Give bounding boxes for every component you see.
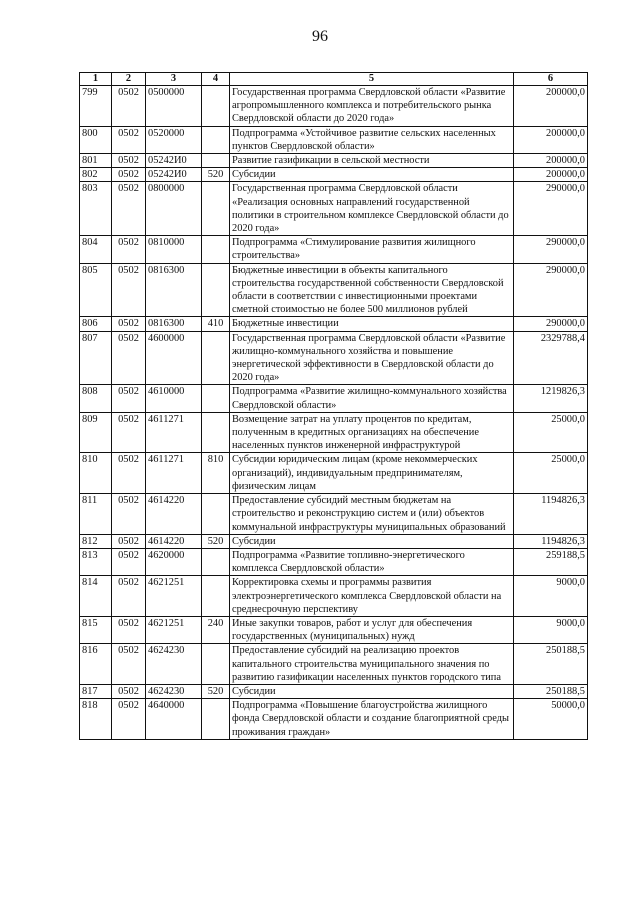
table-row: [80, 534, 588, 548]
target-code-cell: 4624230: [146, 644, 202, 685]
expense-type-cell: 240: [202, 616, 230, 643]
row-number-cell: 800: [80, 126, 112, 153]
table-row: [80, 576, 588, 617]
expense-type-cell: [202, 331, 230, 385]
table-row: [80, 317, 588, 331]
column-header: 6: [514, 73, 588, 86]
table-row: [80, 126, 588, 153]
amount-cell: 250188,5: [514, 684, 588, 698]
expense-type-cell: 520: [202, 534, 230, 548]
item-name-cell: Подпрограмма «Стимулирование развития жилищного строительства»: [230, 236, 514, 263]
row-number-cell: 810: [80, 453, 112, 494]
row-number-cell: 804: [80, 236, 112, 263]
expense-type-cell: [202, 644, 230, 685]
table-row: [80, 385, 588, 412]
amount-cell: 1219826,3: [514, 385, 588, 412]
target-code-cell: 4620000: [146, 548, 202, 575]
amount-cell: 290000,0: [514, 182, 588, 236]
table-row: [80, 684, 588, 698]
target-code-cell: 4610000: [146, 385, 202, 412]
section-code-cell: 0502: [112, 684, 146, 698]
amount-cell: 259188,5: [514, 548, 588, 575]
item-name-cell: Корректировка схемы и программы развития электроэнергетического комплекса Свердловской области на среднесрочную перспективу: [230, 576, 514, 617]
expense-type-cell: 410: [202, 317, 230, 331]
row-number-cell: 802: [80, 168, 112, 182]
amount-cell: 200000,0: [514, 168, 588, 182]
row-number-cell: 805: [80, 263, 112, 317]
item-name-cell: Субсидии: [230, 168, 514, 182]
row-number-cell: 807: [80, 331, 112, 385]
section-code-cell: 0502: [112, 236, 146, 263]
expense-type-cell: [202, 236, 230, 263]
amount-cell: 25000,0: [514, 412, 588, 453]
amount-cell: 290000,0: [514, 263, 588, 317]
expense-type-cell: [202, 154, 230, 168]
target-code-cell: 0816300: [146, 317, 202, 331]
item-name-cell: Предоставление субсидий местным бюджетам на строительство и реконструкцию систем и (или) объектов коммунальной инфраструктуры муниципальных образований: [230, 494, 514, 535]
table-row: [80, 154, 588, 168]
row-number-cell: 815: [80, 616, 112, 643]
section-code-cell: 0502: [112, 154, 146, 168]
table-row: [80, 699, 588, 740]
table-row: [80, 453, 588, 494]
item-name-cell: Субсидии: [230, 534, 514, 548]
table-row: [80, 616, 588, 643]
item-name-cell: Развитие газификации в сельской местности: [230, 154, 514, 168]
row-number-cell: 814: [80, 576, 112, 617]
amount-cell: 290000,0: [514, 317, 588, 331]
item-name-cell: Возмещение затрат на уплату процентов по кредитам, полученным в кредитных организациях на обеспечение населенных пунктов инженерной инфраструктурой: [230, 412, 514, 453]
target-code-cell: 4624230: [146, 684, 202, 698]
section-code-cell: 0502: [112, 182, 146, 236]
expense-type-cell: [202, 576, 230, 617]
item-name-cell: Подпрограмма «Развитие топливно-энергетического комплекса Свердловской области»: [230, 548, 514, 575]
expense-type-cell: [202, 126, 230, 153]
expense-type-cell: [202, 412, 230, 453]
row-number-cell: 803: [80, 182, 112, 236]
row-number-cell: 799: [80, 86, 112, 127]
column-header: 4: [202, 73, 230, 86]
target-code-cell: 4621251: [146, 616, 202, 643]
item-name-cell: Иные закупки товаров, работ и услуг для обеспечения государственных (муниципальных) нужд: [230, 616, 514, 643]
row-number-cell: 811: [80, 494, 112, 535]
section-code-cell: 0502: [112, 86, 146, 127]
expense-type-cell: [202, 86, 230, 127]
item-name-cell: Субсидии юридическим лицам (кроме некоммерческих организаций), индивидуальным предпринимателям, физическим лицам: [230, 453, 514, 494]
table-row: [80, 263, 588, 317]
amount-cell: 50000,0: [514, 699, 588, 740]
table-row: [80, 86, 588, 127]
target-code-cell: 4614220: [146, 534, 202, 548]
target-code-cell: 0816300: [146, 263, 202, 317]
target-code-cell: 4600000: [146, 331, 202, 385]
section-code-cell: 0502: [112, 699, 146, 740]
column-header: 5: [230, 73, 514, 86]
table-row: [80, 494, 588, 535]
column-header: 2: [112, 73, 146, 86]
table-header-row: [80, 73, 588, 86]
target-code-cell: 0500000: [146, 86, 202, 127]
item-name-cell: Государственная программа Свердловской области «Развитие жилищно-коммунального хозяйства и повышение энергетической эффективности в Свердловской области до 2020 года»: [230, 331, 514, 385]
item-name-cell: Государственная программа Свердловской области «Реализация основных направлений государственной политики в строительном комплексе Свердловской области до 2020 года»: [230, 182, 514, 236]
expense-type-cell: [202, 494, 230, 535]
row-number-cell: 813: [80, 548, 112, 575]
section-code-cell: 0502: [112, 126, 146, 153]
row-number-cell: 806: [80, 317, 112, 331]
column-header: 1: [80, 73, 112, 86]
expense-type-cell: 520: [202, 168, 230, 182]
target-code-cell: 4621251: [146, 576, 202, 617]
amount-cell: 200000,0: [514, 86, 588, 127]
target-code-cell: 4614220: [146, 494, 202, 535]
row-number-cell: 812: [80, 534, 112, 548]
row-number-cell: 808: [80, 385, 112, 412]
expense-type-cell: [202, 385, 230, 412]
table-row: [80, 168, 588, 182]
section-code-cell: 0502: [112, 534, 146, 548]
target-code-cell: 05242И0: [146, 168, 202, 182]
section-code-cell: 0502: [112, 263, 146, 317]
section-code-cell: 0502: [112, 548, 146, 575]
target-code-cell: 4611271: [146, 453, 202, 494]
item-name-cell: Государственная программа Свердловской области «Развитие агропромышленного комплекса и потребительского рынка Свердловской области до 2020 года»: [230, 86, 514, 127]
target-code-cell: 0800000: [146, 182, 202, 236]
table-row: [80, 412, 588, 453]
item-name-cell: Предоставление субсидий на реализацию проектов капитального строительства муниципального значения по развитию газификации населенных пунктов городского типа: [230, 644, 514, 685]
amount-cell: 200000,0: [514, 126, 588, 153]
section-code-cell: 0502: [112, 331, 146, 385]
target-code-cell: 0810000: [146, 236, 202, 263]
target-code-cell: 4640000: [146, 699, 202, 740]
row-number-cell: 816: [80, 644, 112, 685]
table-row: [80, 236, 588, 263]
expense-type-cell: 810: [202, 453, 230, 494]
row-number-cell: 801: [80, 154, 112, 168]
item-name-cell: Подпрограмма «Повышение благоустройства жилищного фонда Свердловской области и создание благоприятной среды проживания граждан»: [230, 699, 514, 740]
budget-table: [79, 72, 588, 740]
row-number-cell: 817: [80, 684, 112, 698]
amount-cell: 200000,0: [514, 154, 588, 168]
row-number-cell: 809: [80, 412, 112, 453]
section-code-cell: 0502: [112, 576, 146, 617]
item-name-cell: Бюджетные инвестиции: [230, 317, 514, 331]
expense-type-cell: [202, 182, 230, 236]
target-code-cell: 05242И0: [146, 154, 202, 168]
row-number-cell: 818: [80, 699, 112, 740]
section-code-cell: 0502: [112, 453, 146, 494]
item-name-cell: Подпрограмма «Устойчивое развитие сельских населенных пунктов Свердловской области»: [230, 126, 514, 153]
amount-cell: 2329788,4: [514, 331, 588, 385]
item-name-cell: Бюджетные инвестиции в объекты капитального строительства государственной собственности Свердловской области в соответствии с инвестиционными проектами сметной стоимостью не более 500 миллионов рублей: [230, 263, 514, 317]
expense-type-cell: [202, 699, 230, 740]
amount-cell: 1194826,3: [514, 494, 588, 535]
item-name-cell: Субсидии: [230, 684, 514, 698]
amount-cell: 9000,0: [514, 616, 588, 643]
table-row: [80, 182, 588, 236]
page-number: 96: [312, 28, 328, 45]
item-name-cell: Подпрограмма «Развитие жилищно-коммунального хозяйства Свердловской области»: [230, 385, 514, 412]
amount-cell: 25000,0: [514, 453, 588, 494]
expense-type-cell: [202, 548, 230, 575]
amount-cell: 290000,0: [514, 236, 588, 263]
section-code-cell: 0502: [112, 616, 146, 643]
target-code-cell: 0520000: [146, 126, 202, 153]
amount-cell: 9000,0: [514, 576, 588, 617]
section-code-cell: 0502: [112, 168, 146, 182]
section-code-cell: 0502: [112, 317, 146, 331]
amount-cell: 250188,5: [514, 644, 588, 685]
target-code-cell: 4611271: [146, 412, 202, 453]
amount-cell: 1194826,3: [514, 534, 588, 548]
table-row: [80, 644, 588, 685]
column-header: 3: [146, 73, 202, 86]
expense-type-cell: [202, 263, 230, 317]
expense-type-cell: 520: [202, 684, 230, 698]
table-row: [80, 548, 588, 575]
section-code-cell: 0502: [112, 412, 146, 453]
section-code-cell: 0502: [112, 644, 146, 685]
section-code-cell: 0502: [112, 385, 146, 412]
section-code-cell: 0502: [112, 494, 146, 535]
table-row: [80, 331, 588, 385]
